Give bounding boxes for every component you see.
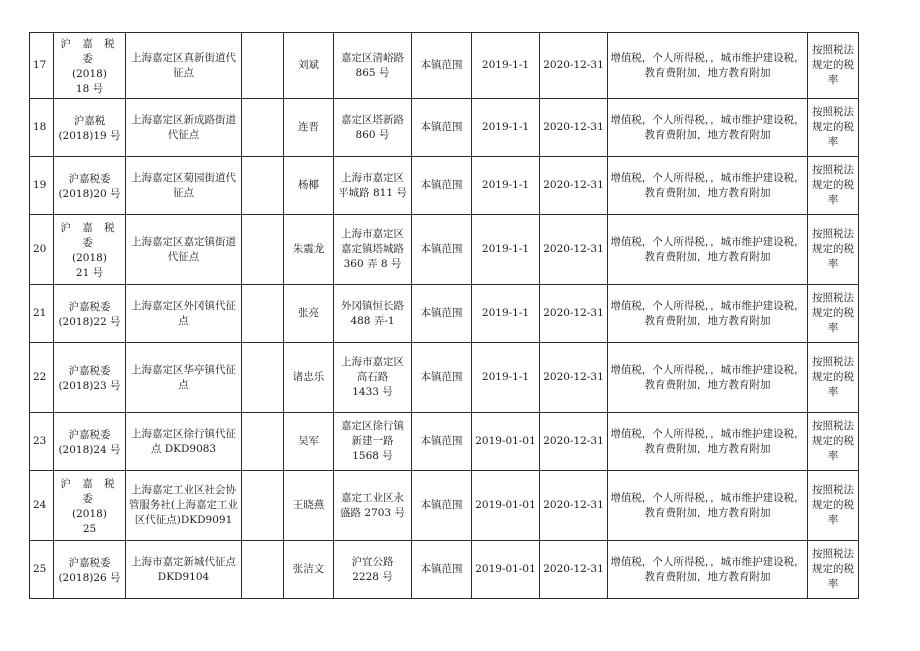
agency-line: 代征点 — [167, 128, 200, 141]
tax-rate: 按照税法规定的税率 — [812, 420, 854, 462]
doc-line: 沪 嘉 税 委 — [60, 38, 119, 65]
doc-line: (2018)22 号 — [58, 316, 121, 328]
scope: 本镇范围 — [420, 179, 463, 191]
tax-rate-cell — [808, 157, 859, 215]
scope: 本镇范围 — [420, 307, 463, 319]
tax-types-cell — [608, 99, 808, 157]
address-cell — [334, 215, 412, 285]
address-cell — [334, 157, 412, 215]
tax-rate-cell — [808, 33, 859, 99]
tax-rate: 按照税法规定的税率 — [812, 228, 854, 270]
address-cell — [334, 343, 412, 413]
contact-person-cell — [284, 157, 334, 215]
doc-line: (2018)26 号 — [58, 572, 121, 584]
agency-line: 上海嘉定工业区社会协 — [131, 484, 236, 496]
address-cell — [334, 285, 412, 343]
contact-person: 王晓燕 — [292, 499, 325, 511]
scope-cell — [412, 413, 472, 471]
scope: 本镇范围 — [420, 435, 463, 447]
tax-rate-cell — [808, 285, 859, 343]
end-date-cell — [540, 471, 608, 541]
doc-line: (2018)20 号 — [58, 188, 121, 200]
empty-cell — [242, 413, 284, 471]
serial-number-cell — [30, 471, 54, 541]
tax-types-cell — [608, 471, 808, 541]
agency-line: 上海嘉定区华亭镇代征 — [131, 363, 236, 376]
contact-person: 连晋 — [298, 121, 319, 133]
table-row — [30, 471, 859, 541]
agency-name-cell — [126, 343, 242, 413]
agency-line: 上海市嘉定新城代征点 — [131, 555, 236, 568]
scope-cell — [412, 471, 472, 541]
empty-cell — [242, 285, 284, 343]
end-date: 2020-12-31 — [543, 307, 604, 319]
agency-name-cell — [126, 99, 242, 157]
scope: 本镇范围 — [420, 121, 463, 133]
serial-number-cell — [30, 541, 54, 599]
tax-rate: 按照税法规定的税率 — [812, 164, 854, 206]
table-row — [30, 413, 859, 471]
contact-person: 朱震龙 — [292, 243, 325, 255]
serial-number-cell — [30, 413, 54, 471]
address-line: 嘉定区清峪路 — [341, 51, 404, 64]
tax-types-cell — [608, 285, 808, 343]
start-date-cell — [472, 33, 540, 99]
serial-number: 17 — [33, 59, 47, 71]
tax-types: 增值税，个人所得税，，城市维护建设税，教育费附加，地方教育附加 — [610, 51, 805, 79]
empty-cell — [242, 541, 284, 599]
doc-line: 18 号 — [75, 83, 104, 95]
contact-person-cell — [284, 33, 334, 99]
table-row — [30, 343, 859, 413]
doc-line: 沪嘉税委 — [68, 173, 111, 185]
address-line: 1433 号 — [352, 386, 393, 398]
table-row — [30, 33, 859, 99]
doc-line: (2018)24 号 — [58, 444, 121, 456]
serial-number-cell — [30, 157, 54, 215]
start-date: 2019-1-1 — [481, 307, 530, 319]
tax-types: 增值税，个人所得税，，城市维护建设税，教育费附加，地方教育附加 — [610, 299, 805, 327]
scope-cell — [412, 215, 472, 285]
agency-name-cell — [126, 33, 242, 99]
document-number-cell — [54, 343, 126, 413]
tax-rate: 按照税法规定的税率 — [812, 484, 854, 526]
doc-line: 沪嘉税委 — [68, 429, 111, 441]
tax-types: 增值税，个人所得税，，城市维护建设税，教育费附加，地方教育附加 — [610, 171, 805, 199]
scope: 本镇范围 — [420, 499, 463, 511]
address-line: 外冈镇恒长路 — [341, 299, 404, 312]
start-date: 2019-01-01 — [475, 563, 536, 575]
agency-line: 区代征点)DKD9091 — [134, 514, 233, 526]
address-cell — [334, 99, 412, 157]
start-date-cell — [472, 285, 540, 343]
table-row — [30, 157, 859, 215]
document-number-cell — [54, 541, 126, 599]
scope-cell — [412, 33, 472, 99]
address-line: 盛路 2703 号 — [340, 506, 405, 519]
empty-cell — [242, 343, 284, 413]
start-date-cell — [472, 343, 540, 413]
address-line: 860 号 — [355, 128, 390, 141]
tax-rate-cell — [808, 343, 859, 413]
agency-line: 上海嘉定区嘉定镇街道 — [131, 235, 236, 248]
tax-types-cell — [608, 215, 808, 285]
address-cell — [334, 541, 412, 599]
start-date-cell — [472, 541, 540, 599]
tax-types: 增值税，个人所得税，，城市维护建设税，教育费附加，地方教育附加 — [610, 427, 805, 455]
address-line: 新建一路 — [351, 435, 394, 447]
doc-line: 沪 嘉 税 委 — [60, 222, 119, 249]
doc-line: 沪 嘉 税 委 — [60, 478, 119, 505]
document-number-cell — [54, 471, 126, 541]
end-date-cell — [540, 157, 608, 215]
end-date-cell — [540, 285, 608, 343]
scope-cell — [412, 541, 472, 599]
start-date: 2019-1-1 — [481, 243, 530, 255]
end-date-cell — [540, 33, 608, 99]
tax-types: 增值税，个人所得税，，城市维护建设税，教育费附加，地方教育附加 — [610, 235, 805, 263]
contact-person-cell — [284, 215, 334, 285]
document-number-cell — [54, 215, 126, 285]
start-date-cell — [472, 215, 540, 285]
address-line: 上海市嘉定区 — [341, 356, 404, 368]
tax-rate: 按照税法规定的税率 — [812, 292, 854, 334]
scope: 本镇范围 — [420, 243, 463, 255]
serial-number: 19 — [33, 179, 47, 191]
agency-line: 管服务社(上海嘉定工业 — [128, 499, 239, 511]
address-line: 嘉定区徐行镇 — [341, 420, 404, 432]
tax-types-cell — [608, 413, 808, 471]
table-row — [30, 541, 859, 599]
doc-line: (2018)19 号 — [58, 130, 121, 142]
tax-rate: 按照税法规定的税率 — [812, 356, 854, 398]
end-date: 2020-12-31 — [543, 179, 604, 191]
doc-line: 21 号 — [75, 267, 104, 279]
contact-person: 张亮 — [298, 307, 319, 319]
start-date-cell — [472, 157, 540, 215]
tax-agent-table-sheet — [29, 32, 859, 599]
serial-number: 22 — [33, 371, 47, 383]
address-line: 865 号 — [355, 66, 390, 79]
contact-person: 张洁文 — [292, 563, 325, 575]
agency-line: 征点 — [173, 66, 194, 79]
tax-rate-cell — [808, 99, 859, 157]
end-date-cell — [540, 343, 608, 413]
scope-cell — [412, 343, 472, 413]
tax-rate-cell — [808, 541, 859, 599]
empty-cell — [242, 33, 284, 99]
empty-cell — [242, 215, 284, 285]
address-line: 高石路 — [356, 371, 389, 383]
end-date: 2020-12-31 — [543, 121, 604, 133]
scope-cell — [412, 99, 472, 157]
address-line: 平城路 811 号 — [338, 186, 407, 199]
address-cell — [334, 471, 412, 541]
start-date: 2019-1-1 — [481, 121, 530, 133]
contact-person: 刘斌 — [298, 59, 319, 71]
agency-name-cell — [126, 541, 242, 599]
tax-types: 增值税，个人所得税，，城市维护建设税，教育费附加，地方教育附加 — [610, 491, 805, 519]
tax-types-cell — [608, 541, 808, 599]
serial-number: 23 — [33, 435, 47, 447]
doc-line: (2018) — [72, 68, 107, 80]
document-number-cell — [54, 99, 126, 157]
serial-number-cell — [30, 343, 54, 413]
start-date: 2019-01-01 — [475, 499, 536, 511]
doc-line: 沪嘉税委 — [68, 365, 111, 377]
doc-line: (2018) — [72, 508, 107, 520]
tax-rate-cell — [808, 215, 859, 285]
agency-line: 上海嘉定区真新街道代 — [131, 51, 236, 64]
address-line: 2228 号 — [352, 570, 393, 583]
end-date: 2020-12-31 — [543, 371, 604, 383]
doc-line: 沪嘉税委 — [68, 557, 111, 569]
document-number-cell — [54, 413, 126, 471]
serial-number-cell — [30, 99, 54, 157]
agency-line: 上海嘉定区外冈镇代征 — [131, 299, 236, 312]
empty-cell — [242, 471, 284, 541]
start-date: 2019-1-1 — [481, 371, 530, 383]
scope-cell — [412, 285, 472, 343]
end-date: 2020-12-31 — [543, 435, 604, 447]
table-row — [30, 285, 859, 343]
doc-line: 沪嘉税 — [73, 115, 106, 127]
tax-rate: 按照税法规定的税率 — [812, 106, 854, 148]
tax-agent-table — [29, 32, 859, 599]
agency-line: 点 — [178, 314, 189, 327]
agency-line: 点 DKD9083 — [150, 442, 217, 455]
address-line: 360 弄 8 号 — [343, 258, 402, 270]
contact-person: 诸忠乐 — [292, 371, 325, 383]
contact-person-cell — [284, 413, 334, 471]
table-body — [30, 33, 859, 599]
tax-types: 增值税，个人所得税，，城市维护建设税，教育费附加，地方教育附加 — [610, 113, 805, 141]
serial-number-cell — [30, 33, 54, 99]
serial-number: 21 — [33, 307, 47, 319]
start-date-cell — [472, 471, 540, 541]
serial-number: 25 — [33, 563, 47, 575]
doc-line: (2018) — [72, 252, 107, 264]
serial-number-cell — [30, 285, 54, 343]
end-date-cell — [540, 215, 608, 285]
agency-line: 点 — [178, 378, 189, 391]
end-date: 2020-12-31 — [543, 59, 604, 71]
tax-rate: 按照税法规定的税率 — [812, 44, 854, 86]
agency-name-cell — [126, 215, 242, 285]
agency-line: 征点 — [173, 186, 194, 199]
end-date-cell — [540, 541, 608, 599]
doc-line: 25 — [82, 523, 97, 535]
address-line: 1568 号 — [352, 450, 393, 462]
address-cell — [334, 413, 412, 471]
tax-rate-cell — [808, 471, 859, 541]
tax-types-cell — [608, 33, 808, 99]
contact-person-cell — [284, 343, 334, 413]
document-number-cell — [54, 285, 126, 343]
address-line: 上海市嘉定区 — [341, 228, 404, 240]
end-date-cell — [540, 413, 608, 471]
empty-cell — [242, 157, 284, 215]
tax-rate: 按照税法规定的税率 — [812, 548, 854, 590]
start-date-cell — [472, 99, 540, 157]
contact-person-cell — [284, 471, 334, 541]
start-date: 2019-1-1 — [481, 179, 530, 191]
end-date: 2020-12-31 — [543, 499, 604, 511]
doc-line: 沪嘉税委 — [68, 301, 111, 313]
tax-types-cell — [608, 343, 808, 413]
serial-number: 20 — [33, 243, 47, 255]
scope-cell — [412, 157, 472, 215]
address-line: 嘉定工业区永 — [341, 491, 404, 504]
scope: 本镇范围 — [420, 59, 463, 71]
contact-person-cell — [284, 99, 334, 157]
tax-types: 增值税，个人所得税，，城市维护建设税，教育费附加，地方教育附加 — [610, 363, 805, 391]
document-number-cell — [54, 33, 126, 99]
serial-number-cell — [30, 215, 54, 285]
serial-number: 18 — [33, 121, 47, 133]
address-line: 488 弄-1 — [350, 314, 395, 327]
tax-types: 增值税，个人所得税，，城市维护建设税，教育费附加，地方教育附加 — [610, 555, 805, 583]
agency-name-cell — [126, 157, 242, 215]
address-line: 上海市嘉定区 — [341, 171, 404, 184]
address-line: 嘉定区塔新路 — [341, 113, 404, 126]
start-date: 2019-01-01 — [475, 435, 536, 447]
agency-line: 上海嘉定区菊园街道代 — [131, 171, 236, 184]
scope: 本镇范围 — [420, 371, 463, 383]
empty-cell — [242, 99, 284, 157]
serial-number: 24 — [33, 499, 47, 511]
agency-line: 代征点 — [167, 250, 200, 263]
contact-person: 吴军 — [298, 435, 319, 447]
contact-person-cell — [284, 541, 334, 599]
address-line: 嘉定镇塔城路 — [341, 243, 404, 255]
document-number-cell — [54, 157, 126, 215]
end-date: 2020-12-31 — [543, 563, 604, 575]
agency-line: 上海嘉定区徐行镇代征 — [131, 427, 236, 440]
agency-line: DKD9104 — [157, 570, 210, 583]
end-date: 2020-12-31 — [543, 243, 604, 255]
table-row — [30, 215, 859, 285]
doc-line: (2018)23 号 — [58, 380, 121, 392]
address-line: 沪宜公路 — [351, 555, 394, 568]
start-date: 2019-1-1 — [481, 59, 530, 71]
agency-name-cell — [126, 285, 242, 343]
table-row — [30, 99, 859, 157]
end-date-cell — [540, 99, 608, 157]
contact-person-cell — [284, 285, 334, 343]
address-cell — [334, 33, 412, 99]
agency-name-cell — [126, 471, 242, 541]
tax-rate-cell — [808, 413, 859, 471]
scope: 本镇范围 — [420, 563, 463, 575]
agency-line: 上海嘉定区新成路街道 — [131, 113, 236, 126]
tax-types-cell — [608, 157, 808, 215]
contact-person: 杨椰 — [298, 179, 319, 191]
agency-name-cell — [126, 413, 242, 471]
start-date-cell — [472, 413, 540, 471]
